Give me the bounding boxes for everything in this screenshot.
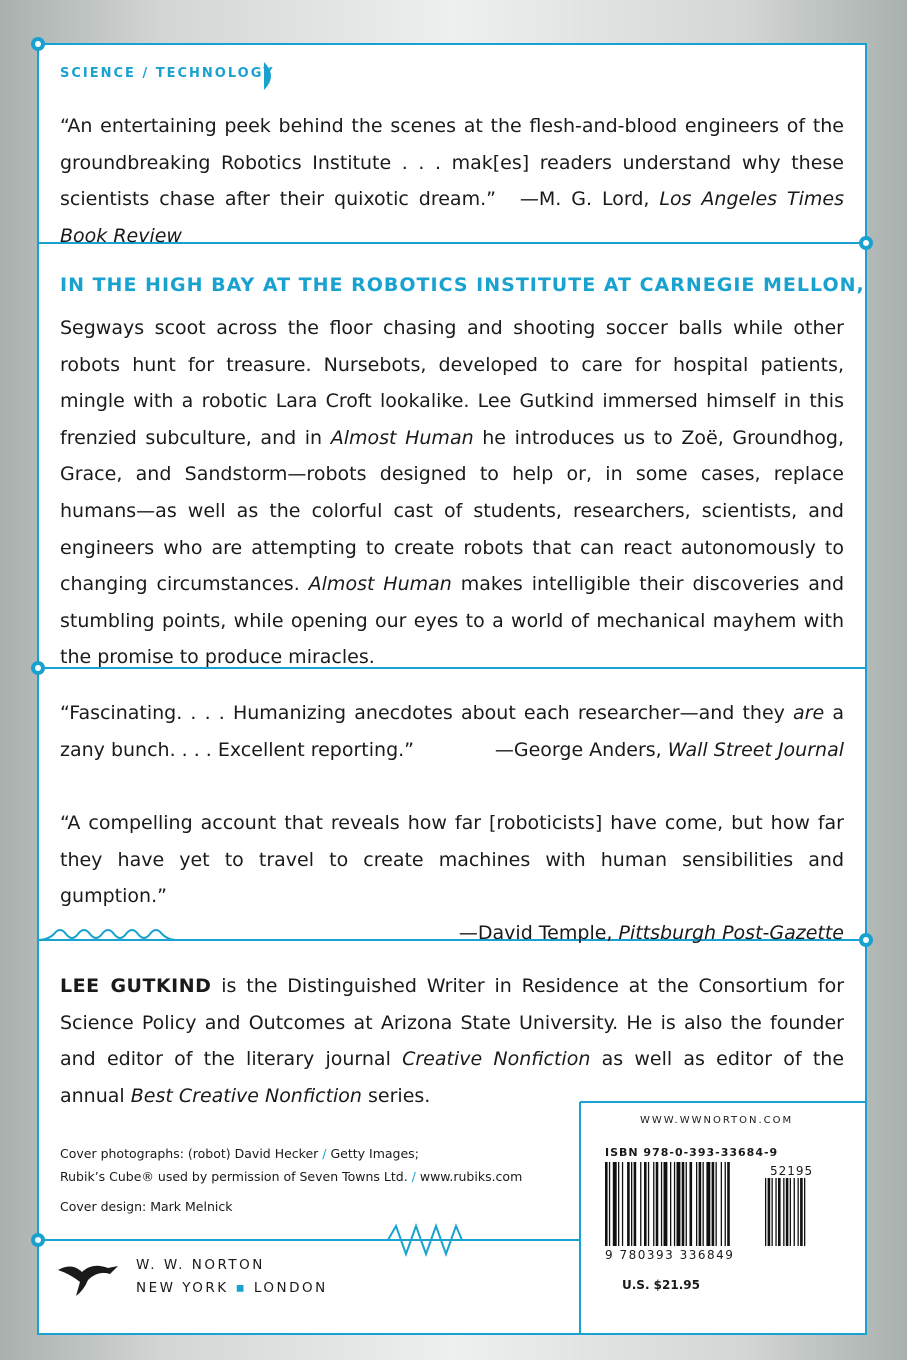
barcode-bar bbox=[783, 1178, 784, 1246]
credit-agency: Getty Images; bbox=[330, 1146, 419, 1161]
quote-text: “A compelling account that reveals how far [roboticists] have come, but how far they have yet to travel to create machines with human sensibilities and gumption.” bbox=[60, 812, 844, 907]
barcode-bar bbox=[631, 1162, 632, 1246]
barcode-bar bbox=[653, 1162, 654, 1246]
barcode-bar bbox=[696, 1162, 697, 1246]
description-text-2: he introduces us to Zoë, Groundhog, Grace, and Sandstorm—robots designed to help or, in some cases, replace humans—as well as the colorful cast of students, researchers, scientists, and engineers who are attempting to create robots that can react autonomously to changing circumstances. bbox=[60, 426, 845, 596]
barcode-bar bbox=[712, 1162, 715, 1246]
publisher-block bbox=[136, 1254, 328, 1300]
barcode-bar bbox=[686, 1162, 687, 1246]
norton-seagull-icon bbox=[58, 1266, 118, 1296]
barcode-bar bbox=[690, 1162, 693, 1246]
barcode-bar bbox=[794, 1178, 795, 1246]
barcode-bar bbox=[703, 1162, 704, 1246]
barcode-bar bbox=[775, 1178, 776, 1246]
quote-source: Pittsburgh Post-Gazette bbox=[618, 921, 844, 944]
bio-text: as well as editor of the annual bbox=[60, 1048, 845, 1107]
barcode-bar bbox=[627, 1162, 630, 1246]
quote-author: —George Anders, bbox=[494, 738, 662, 761]
credit-separator: / bbox=[411, 1169, 416, 1184]
publisher-name: W. W. NORTON bbox=[136, 1257, 265, 1273]
barcode-bar bbox=[618, 1162, 619, 1246]
barcode-bar bbox=[772, 1178, 773, 1246]
review-quote-pittsburgh bbox=[60, 805, 844, 951]
credit-photo: Cover photographs: (robot) David Hecker bbox=[60, 1146, 319, 1161]
ean-number: 9 780393 336849 bbox=[605, 1248, 735, 1262]
credit-separator: / bbox=[322, 1146, 327, 1161]
quote-attribution bbox=[60, 915, 844, 952]
barcode-bar bbox=[727, 1162, 730, 1246]
book-title: Almost Human bbox=[308, 573, 452, 596]
barcode-bar bbox=[656, 1162, 659, 1246]
book-title: Almost Human bbox=[330, 426, 474, 449]
barcode-bar bbox=[800, 1178, 803, 1246]
description-lead: IN THE HIGH BAY AT THE ROBOTICS INSTITUTE AT CARNEGIE MELLON, bbox=[60, 274, 865, 296]
barcode-bar bbox=[644, 1162, 647, 1246]
barcode-bar bbox=[716, 1162, 717, 1246]
quote-source: Los Angeles Times Book Review bbox=[60, 188, 844, 247]
price-code: 52195 bbox=[770, 1164, 814, 1178]
quote-emphasis: are bbox=[793, 702, 825, 724]
bio-text: is the Distinguished Writer in Residence at the Consortium for Science Policy and Outcomes at Arizona State University. He is also the founder and editor of the literary journal bbox=[60, 975, 845, 1071]
barcode-bar bbox=[677, 1162, 681, 1246]
quote-text: a zany bunch. . . . Excellent reporting.” bbox=[60, 702, 845, 761]
barcode-bar bbox=[682, 1162, 685, 1246]
barcode-bar bbox=[721, 1162, 722, 1246]
barcode-bar bbox=[605, 1162, 608, 1246]
publisher-city: LONDON bbox=[253, 1280, 328, 1296]
series-title: Best Creative Nonfiction bbox=[130, 1084, 362, 1107]
barcode-bar bbox=[790, 1178, 791, 1246]
barcode-bar bbox=[768, 1178, 771, 1246]
barcode-bar bbox=[725, 1162, 726, 1246]
publisher-cities bbox=[136, 1277, 328, 1300]
quote-author: —David Temple, bbox=[458, 921, 613, 944]
cover-design-credit: Cover design: Mark Melnick bbox=[60, 1199, 233, 1214]
barcode-bar bbox=[674, 1162, 675, 1246]
review-quote-latimes bbox=[60, 108, 844, 254]
city-separator: ▪ bbox=[235, 1280, 248, 1296]
publisher-website: WWW.WWNORTON.COM bbox=[640, 1115, 794, 1126]
journal-title: Creative Nonfiction bbox=[402, 1048, 591, 1071]
quote-source: Wall Street Journal bbox=[667, 738, 844, 761]
barcode-bar bbox=[648, 1162, 649, 1246]
isbn-label: ISBN 978-0-393-33684-9 bbox=[605, 1146, 779, 1159]
barcode-bar bbox=[661, 1162, 662, 1246]
barcode-bar bbox=[804, 1178, 805, 1246]
barcode-bar bbox=[706, 1162, 710, 1246]
barcode-bar bbox=[670, 1162, 671, 1246]
description-text-1: Segways scoot across the floor chasing and shooting soccer balls while other robots hunt for treasure. Nursebots, developed to care for hospital patients, mingle with a robotic Lara Croft lookalike. Lee Gutkind immersed himself in this frenzied subculture, and in bbox=[60, 317, 844, 449]
barcode-bar bbox=[609, 1162, 610, 1246]
barcode-bar bbox=[765, 1178, 766, 1246]
barcode-bar bbox=[664, 1162, 668, 1246]
barcode-bar bbox=[778, 1178, 781, 1246]
review-quote-wsj bbox=[60, 695, 844, 768]
cover-credits bbox=[60, 1142, 560, 1188]
quote-author: —M. G. Lord, bbox=[519, 188, 650, 210]
author-name: LEE GUTKIND bbox=[60, 975, 212, 997]
quote-attribution bbox=[495, 732, 844, 769]
barcode-bar bbox=[798, 1178, 799, 1246]
description-text-3: makes intelligible their discoveries and stumbling points, while opening our eyes to a world of mechanical mayhem with the promise to produce miracles. bbox=[60, 573, 845, 669]
barcode-bar bbox=[613, 1162, 617, 1246]
barcode-bar bbox=[640, 1162, 641, 1246]
quote-text: “An entertaining peek behind the scenes at the flesh-and-blood engineers of the groundbreaking Robotics Institute . . . mak[es] readers understand why these scientists chase after their quixotic dream.” bbox=[60, 115, 844, 210]
barcode-bar bbox=[786, 1178, 789, 1246]
quote-text: “Fascinating. . . . Humanizing anecdotes about each researcher—and they bbox=[60, 702, 785, 724]
credit-website: www.rubiks.com bbox=[419, 1169, 523, 1184]
description-body bbox=[60, 310, 844, 676]
author-bio bbox=[60, 968, 844, 1114]
barcode-bar bbox=[699, 1162, 702, 1246]
publisher-city: NEW YORK bbox=[136, 1280, 229, 1296]
category-label: SCIENCE / TECHNOLOGY bbox=[60, 66, 275, 81]
barcode-bar bbox=[622, 1162, 623, 1246]
barcode-graphic bbox=[605, 1162, 819, 1246]
credit-rubiks: Rubik’s Cube® used by permission of Seven Towns Ltd. bbox=[60, 1169, 408, 1184]
bio-text: series. bbox=[368, 1084, 431, 1107]
price-label: U.S. $21.95 bbox=[622, 1278, 700, 1292]
barcode-bar bbox=[634, 1162, 637, 1246]
